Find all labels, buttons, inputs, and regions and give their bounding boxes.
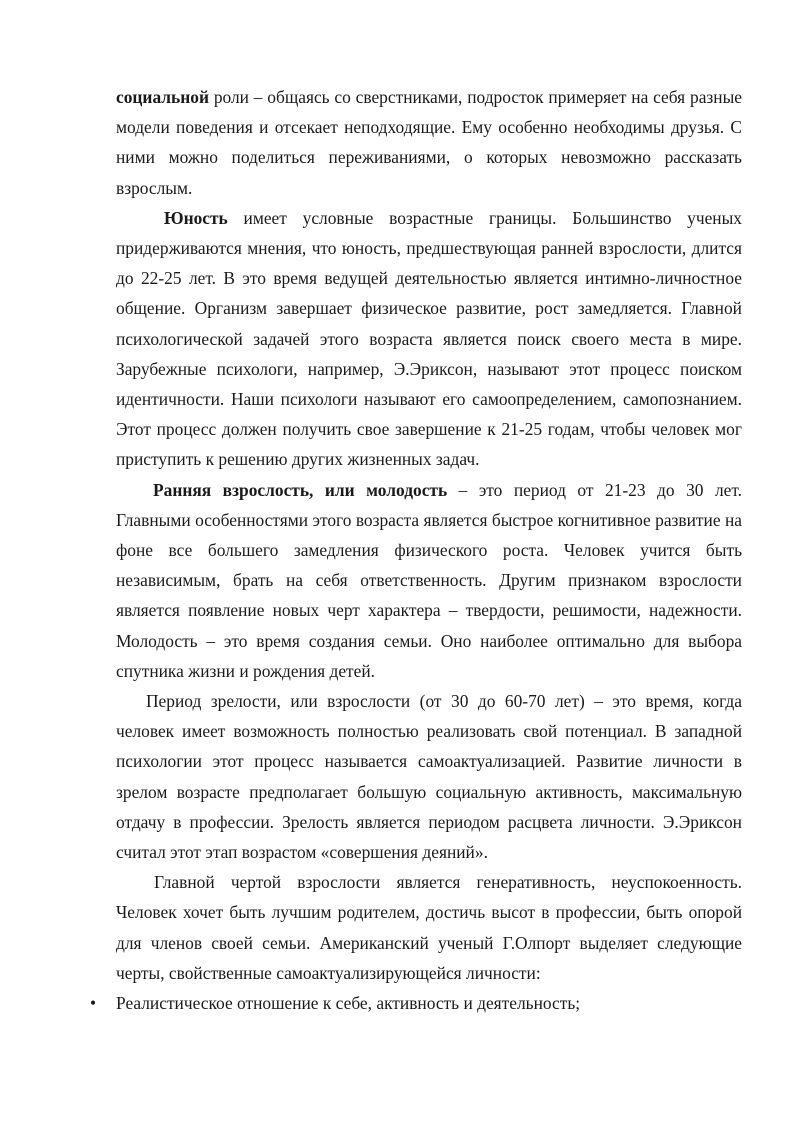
list-item	[90, 988, 742, 1018]
paragraph-text: Период зрелости, или взрослости (от 30 до 60-70 лет) – это время, когда человек имеет возможность полностью реализовать свой потенциал. В западной психологии этот процесс называется самоактуализацией. Развитие личности в зрелом возрасте предполагает большую социальную активность, максимальную отдачу в профессии. Зрелость является периодом расцвета личности. Э.Эриксон считал этот этап возрастом «совершения деяний».	[116, 691, 742, 863]
paragraph-early-adulthood	[116, 475, 742, 686]
term-social: социальной	[116, 87, 209, 107]
term-youth: Юность	[164, 207, 228, 228]
paragraph-text: Главной чертой взрослости является генеративность, неуспокоенность. Человек хочет быть лучшим родителем, достичь высот в профессии, быть опорой для членов своей семьи. Американский ученый Г.Олпорт выделяет следующие черты, свойственные самоактуализирующейся личности:	[116, 872, 742, 983]
paragraph-text: имеет условные возрастные границы. Большинство ученых придерживаются мнения, что юность, предшествующая ранней взрослости, длится до 22-25 лет. В это время ведущей деятельностью является интимно-личностное общение. Организм завершает физическое развитие, рост замедляется. Главной психологической задачей этого возраста является поиск своего места в мире. Зарубежные психологи, например, Э.Эриксон, называют этот процесс поиском идентичности. Наши психологи называют его самоопределением, самопознанием. Этот процесс должен получить свое завершение к 21-25 годам, чтобы человек мог приступить к решению других жизненных задач.	[116, 207, 742, 470]
paragraph-maturity	[116, 686, 742, 867]
paragraph-text: – это период от 21-23 до 30 лет. Главными особенностями этого возраста является быстрое когнитивное развитие на фоне все большего замедления физического роста. Человек учится быть независимым, брать на себя ответственность. Другим признаком взрослости является появление новых черт характера – твердости, решимости, надежности. Молодость – это время создания семьи. Оно наиболее оптимально для выбора спутника жизни и рождения детей.	[116, 479, 742, 681]
paragraph-youth	[116, 203, 742, 475]
paragraph-social-role	[116, 82, 742, 203]
term-early-adulthood: Ранняя взрослость, или молодость	[153, 479, 448, 500]
document-page	[90, 82, 742, 1018]
paragraph-text: роли – общаясь со сверстниками, подросток примеряет на себя разные модели поведения и отсекает неподходящие. Ему особенно необходимы друзья. С ними можно поделиться переживаниями, о которых невозможно рассказать взрослым.	[116, 87, 742, 198]
list-item-text: Реалистическое отношение к себе, активность и деятельность;	[116, 993, 581, 1014]
paragraph-generativity	[116, 867, 742, 988]
bullet-icon: •	[90, 993, 97, 1014]
